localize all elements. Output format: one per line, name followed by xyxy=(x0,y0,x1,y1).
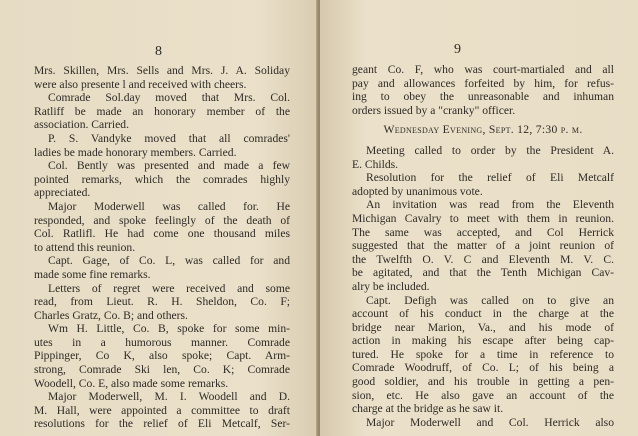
text-line: utes in a humorous manner. Comrade xyxy=(34,335,290,349)
text-line: Major Moderwell and Col. Herrick also xyxy=(366,415,614,429)
text-line: orders issued by a "cranky" officer. xyxy=(352,103,516,117)
text-line: Major Moderwell, M. I. Woodell and D. xyxy=(48,390,290,404)
text-line: appreciated. xyxy=(34,186,91,200)
text-line: ing to obey the unreasonable and inhuman xyxy=(352,90,614,104)
text-line: pointed remarks, which the comrades highly xyxy=(34,172,290,186)
text-line: E. Childs. xyxy=(352,157,399,171)
text-line: Col. Bently was presented and made a few xyxy=(48,159,290,173)
text-line: Meeting called to order by the President A. xyxy=(366,143,614,157)
page-number: 8 xyxy=(155,44,162,59)
text-line: bridge near Marion, Va., and his mode of xyxy=(352,320,614,334)
text-line: Capt. Gage, of Co. L, was called for and xyxy=(48,254,290,268)
text-line: association. Carried. xyxy=(34,118,129,132)
text-line: read, from Lieut. R. H. Sheldon, Co. F; xyxy=(34,295,290,309)
text-line: The same was accepted, and Col Herrick xyxy=(352,225,614,239)
text-line: good soldier, and his trouble in getting a pen- xyxy=(352,375,614,389)
text-line: were also presente l and received with cheers. xyxy=(34,77,247,91)
text-line: Capt. Defigh was called on to give an xyxy=(366,293,614,307)
text-line: Woodell, Co. E, also made some remarks. xyxy=(34,376,229,390)
page-number: 9 xyxy=(454,42,461,57)
page-body xyxy=(34,64,290,431)
text-line: P. S. Vandyke moved that all comrades' xyxy=(48,131,290,145)
text-line: adopted by unanimous vote. xyxy=(352,184,483,198)
right-page xyxy=(320,0,638,436)
text-line: action in making his escape after being cap- xyxy=(352,334,614,348)
text-line: Letters of regret were received and some xyxy=(48,281,290,295)
text-line: responded, and spoke feelingly of the death of xyxy=(34,213,290,227)
left-page xyxy=(0,0,318,436)
text-line: Mrs. Skillen, Mrs. Sells and Mrs. J. A. Soliday xyxy=(34,64,290,77)
text-line: Pippinger, Co K, also spoke; Capt. Arm- xyxy=(34,349,290,363)
text-line: the Twelfth O. V. C and Eleventh M. V. C. xyxy=(352,252,614,266)
text-line: strong, Comrade Ski len, Co. K; Comrade xyxy=(34,363,290,377)
text-line: Comrade Woodruff, of Co. L; of his being a xyxy=(352,361,614,375)
page-body xyxy=(352,63,614,429)
text-line: alry be included. xyxy=(352,279,430,293)
text-line: M. Hall, were appointed a committee to draft xyxy=(34,403,290,417)
text-line: Michigan Cavalry to meet with them in reunion. xyxy=(352,211,614,225)
text-line: Wm H. Little, Co. B, spoke for some min- xyxy=(48,322,290,336)
text-line: Comrade Sol.day moved that Mrs. Col. xyxy=(48,91,290,105)
section-heading: Wednesday Evening, Sept. 12, 7:30 p. m. xyxy=(383,123,583,137)
text-line: charge at the bridge as he saw it. xyxy=(352,402,504,416)
text-line: account of his conduct in the charge at the xyxy=(352,307,614,321)
text-line: suggested that the matter of a joint reunion of xyxy=(352,239,614,253)
text-line: geant Co. F, who was court-martialed and all xyxy=(352,63,614,76)
text-line: Major Moderwell was called for. He xyxy=(48,199,290,213)
text-line: be agitated, and that the Tenth Michigan Cav- xyxy=(352,266,614,280)
text-line: made some fine remarks. xyxy=(34,267,151,281)
text-line: Col. Ratlifl. He had come one thousand miles xyxy=(34,227,290,241)
text-line: to attend this reunion. xyxy=(34,240,136,254)
text-line: sion, etc. He also gave an account of the xyxy=(352,388,614,402)
text-line: Charles Gratz, Co. B; and others. xyxy=(34,308,188,322)
text-line: tured. He spoke for a time in reference to xyxy=(352,347,614,361)
text-line: Resolution for the relief of Eli Metcalf xyxy=(366,171,614,185)
text-line: resolutions for the relief of Eli Metcalf, Ser- xyxy=(34,417,290,431)
text-line: ladies be made honorary members. Carried. xyxy=(34,145,237,159)
text-line: Ratliff be made an honorary member of the xyxy=(34,104,290,118)
text-line: An invitation was read from the Eleventh xyxy=(366,198,614,212)
text-line: pay and allowances forfeited by him, for refus- xyxy=(352,76,614,90)
